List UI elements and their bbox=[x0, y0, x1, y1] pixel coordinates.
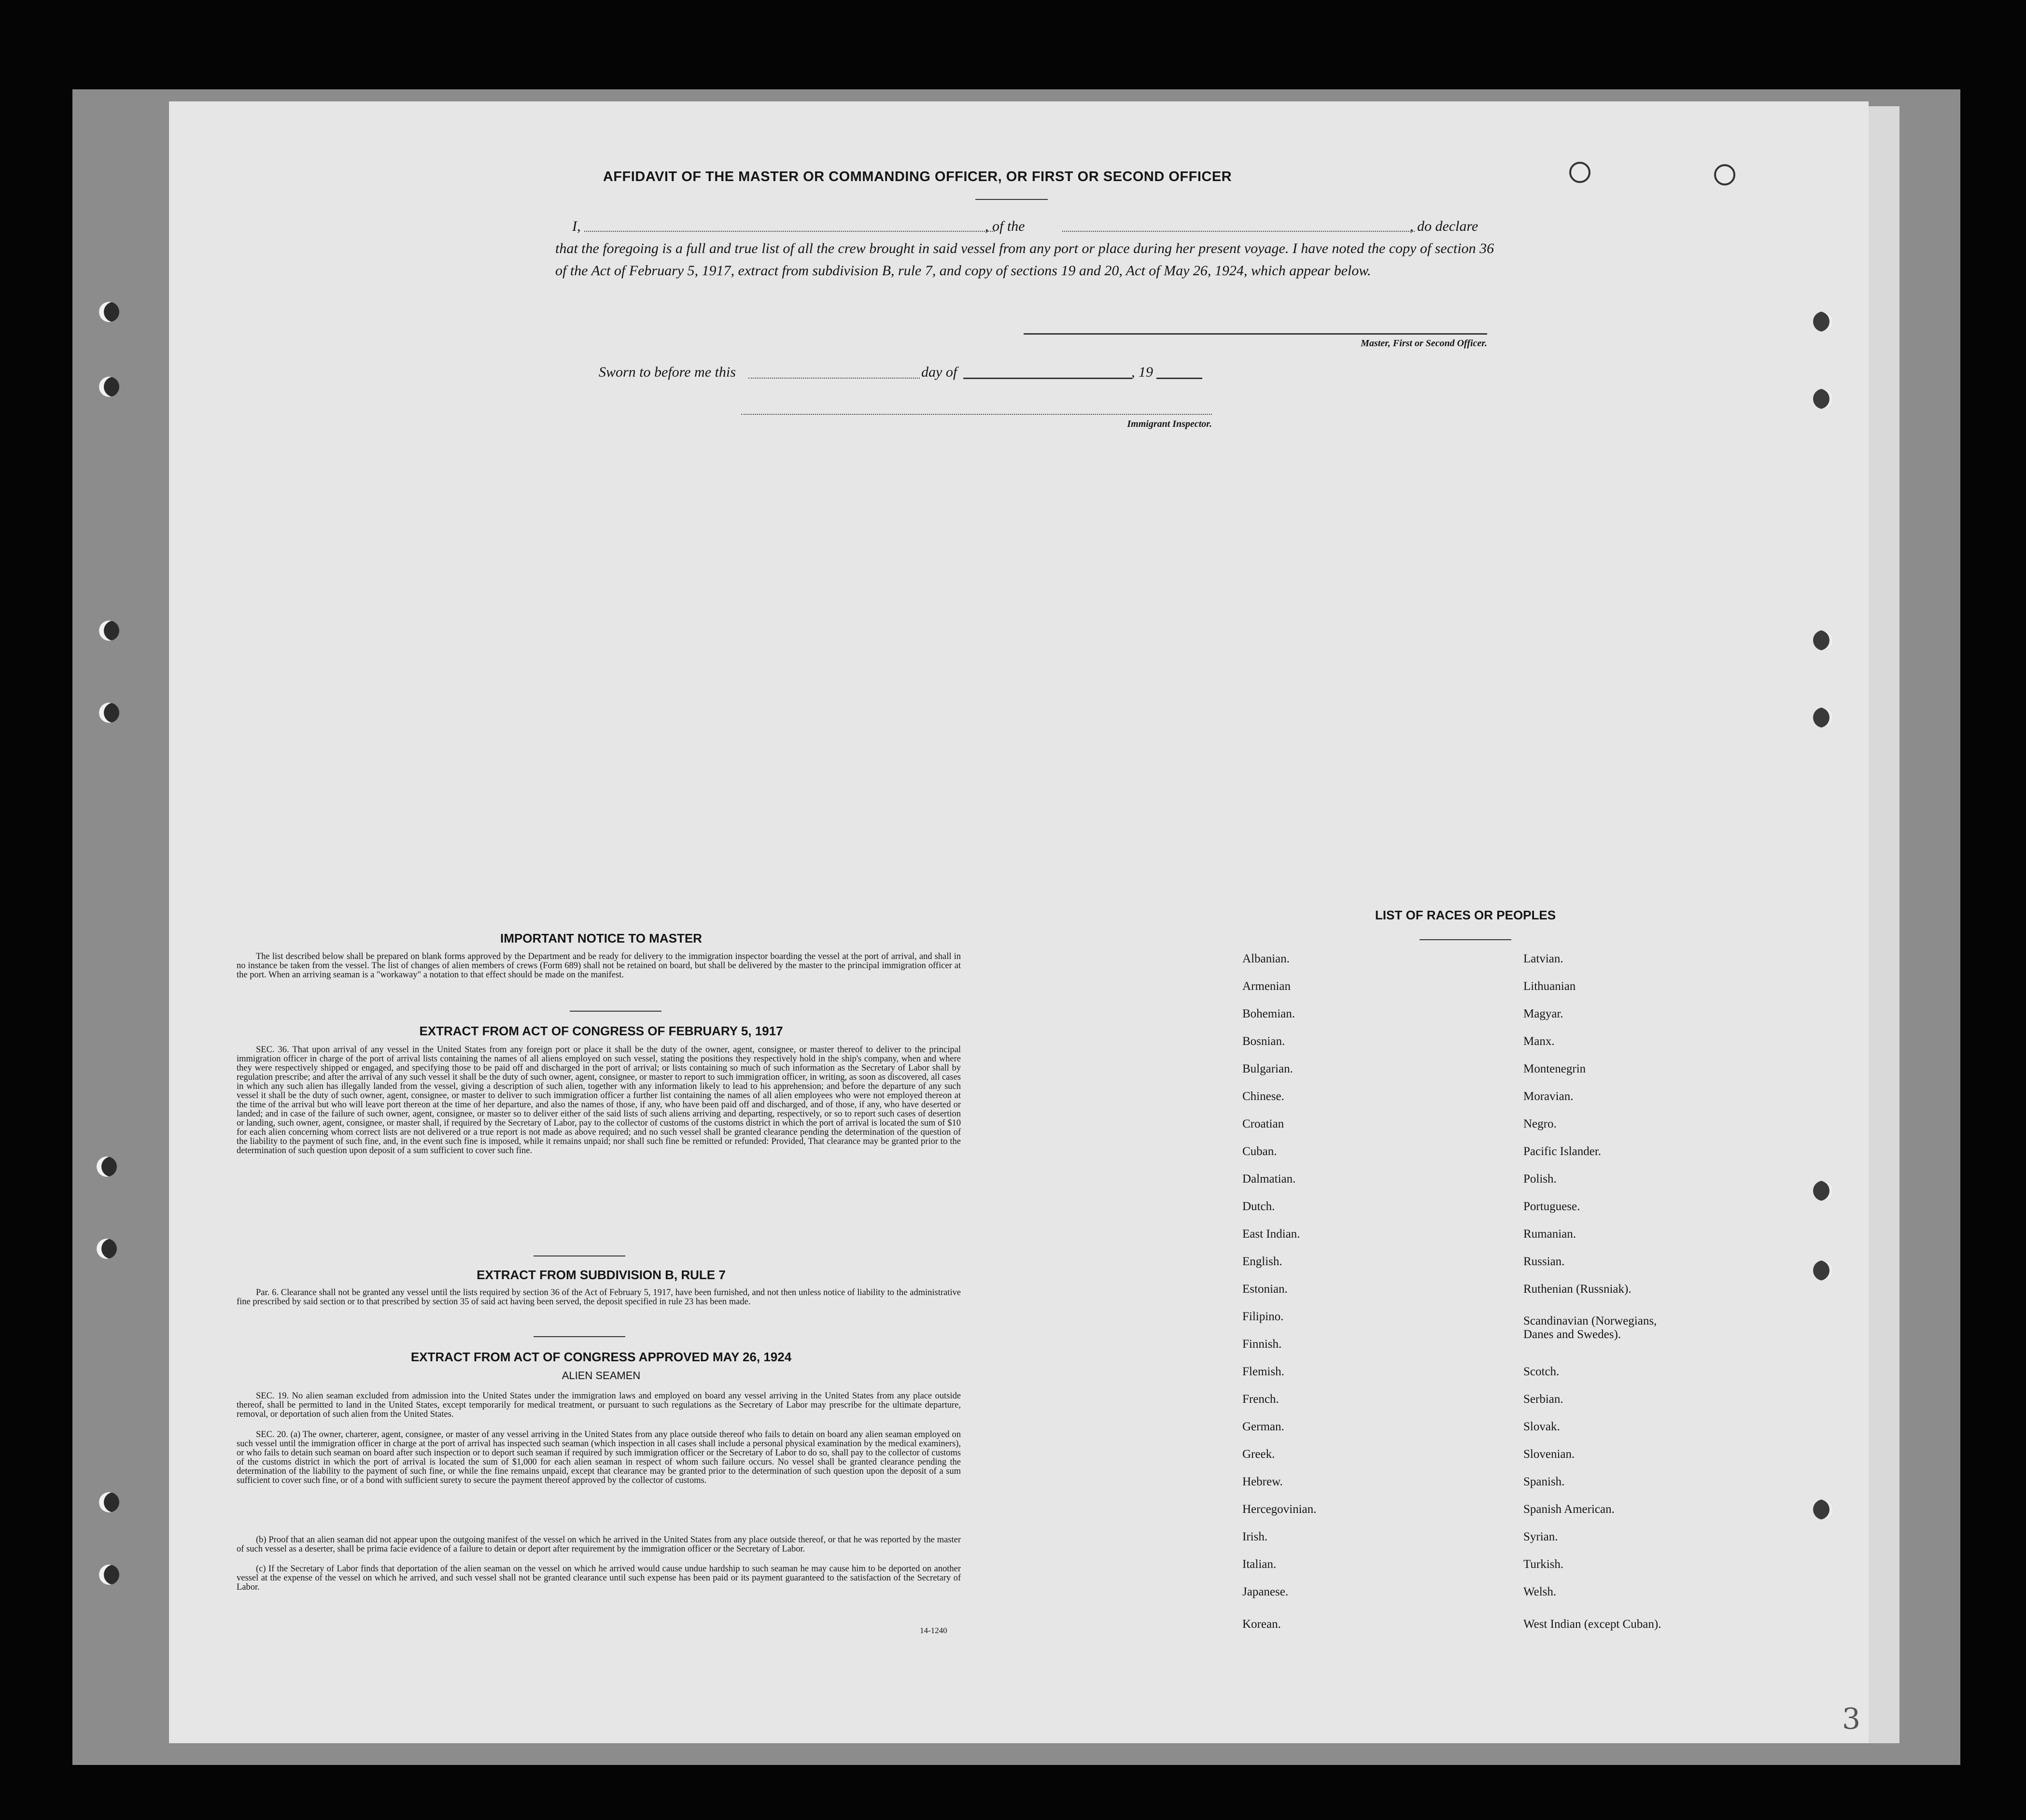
binder-hole-left-3 bbox=[99, 621, 119, 641]
binder-hole-left-6 bbox=[97, 1239, 117, 1259]
affidavit-line-declare: , do declare bbox=[1410, 218, 1478, 234]
sworn-day-blank bbox=[748, 378, 920, 379]
race-left-item: Hercegovinian. bbox=[1242, 1503, 1317, 1516]
race-left-item: German. bbox=[1242, 1420, 1284, 1433]
race-left-item: Estonian. bbox=[1242, 1283, 1288, 1296]
affidavit-line-of-the: , of the bbox=[985, 218, 1025, 234]
race-right-item: Montenegrin bbox=[1523, 1062, 1586, 1075]
race-left-item: Bulgarian. bbox=[1242, 1062, 1293, 1075]
divider-3 bbox=[534, 1336, 625, 1337]
binder-hole-left-8 bbox=[99, 1565, 119, 1585]
binder-hole-right-2 bbox=[1813, 389, 1833, 409]
binder-hole-left-5 bbox=[97, 1157, 117, 1177]
race-right-item: Russian. bbox=[1523, 1255, 1565, 1268]
extract-1924-sec20a: SEC. 20. (a) The owner, charterer, agent, consignee, or master of any vessel arriving in the United States from any place outside thereof who fails to detain on board any alien seaman employed on such vessel until the immigration officer in charge at the port of arrival has inspected such seaman (which inspection in all cases shall include a personal physical examination by the medical examiners), or who fails to detain such seaman on board after such inspection or to deport such seaman if required by such immigration officer or the Secretary of Labor to do so, shall pay to the collector of customs of the customs district in which the port of arrival is located the sum of $1,000 for each alien seaman in respect of whom such failure occurs. No vessel shall be granted clearance pending the determination of the liability to the payment of such fine, or while the fine remains unpaid, except that clearance may be granted prior to the determination of such question upon the deposit of a sum sufficient to cover such fine, or of a bond with sufficient surety to secure the payment thereof approved by the collector of customs. bbox=[237, 1430, 961, 1485]
affidavit-title: AFFIDAVIT OF THE MASTER OR COMMANDING OFFICER, OR FIRST OR SECOND OFFICER bbox=[603, 169, 1232, 184]
binder-hole-left-2 bbox=[99, 377, 119, 397]
race-right-item: Serbian. bbox=[1523, 1393, 1563, 1406]
extract-1924-sec19: SEC. 19. No alien seaman excluded from admission into the United States under the immigration laws and employed on board any vessel arriving in the United States from any place outside thereof, shall be permitted to land in the United States, except temporarily for medical treatment, or pursuant to such regulations as the Secretary of Labor may prescribe for the ultimate departure, removal, or deportation of such alien from the United States. bbox=[237, 1391, 961, 1419]
extract-1917-body: SEC. 36. That upon arrival of any vessel in the United States from any foreign port or place it shall be the duty of the owner, agent, consignee, or master thereof to deliver to the principal immigration officer in charge of the port of arrival lists containing the names of all aliens employed on such vessel, stating the positions they respectively hold in the ship's company, when and where they were respectively shipped or engaged, and specifying those to be paid off and discharged in the port of arrival; or lists containing so much of such information as the Secretary of Labor shall by regulation prescribe; and after the arrival of any such vessel it shall be the duty of such owner, agent, consignee, or master to report to such immigration officer, in writing, as soon as discovered, all cases in which any such alien has illegally landed from the vessel, giving a description of such alien, together with any information likely to lead to his apprehension; and before the departure of any such vessel it shall be the duty of such owner, agent, consignee, or master to deliver to such immigration officer a further list containing the names of all alien employees who were not employed thereon at the time of the arrival but who will leave port thereon at the time of her departure, and also the names of those, if any, who have been paid off and discharged, and of those, if any, who have deserted or landed; and in case of the failure of such owner, agent, consignee, or master so to deliver either of the said lists of such aliens arriving and departing, respectively, or so to report such cases of desertion or landing, such owner, agent, consignee, or master shall, if required by the Secretary of Labor, pay to the collector of customs of the customs district in which the port of arrival is located the sum of $10 for each alien concerning whom correct lists are not delivered or a true report is not made as above required; and no such vessel shall be granted clearance pending the determination of the question of the liability to the payment of such fine, and, in the event such fine is imposed, while it remains unpaid; nor shall such fine be remitted or refunded: Provided, That clearance may be granted prior to the determination of such question upon deposit of a sum sufficient to cover such fine. bbox=[237, 1045, 961, 1156]
race-left-item: Irish. bbox=[1242, 1530, 1268, 1543]
extract-1917-title: EXTRACT FROM ACT OF CONGRESS OF FEBRUARY 5, 1917 bbox=[419, 1024, 783, 1038]
race-right-item: Manx. bbox=[1523, 1035, 1555, 1048]
name-blank bbox=[584, 231, 995, 232]
race-right-item: Polish. bbox=[1523, 1172, 1557, 1185]
race-right-item: Syrian. bbox=[1523, 1530, 1558, 1543]
race-left-item: Albanian. bbox=[1242, 952, 1290, 965]
race-right-item: Scotch. bbox=[1523, 1365, 1560, 1378]
races-title: LIST OF RACES OR PEOPLES bbox=[1375, 908, 1556, 922]
binder-hole-top-2 bbox=[1714, 164, 1735, 185]
race-right-item: Slovak. bbox=[1523, 1420, 1560, 1433]
inspector-label: Immigrant Inspector. bbox=[1127, 419, 1212, 429]
affidavit-body: that the foregoing is a full and true list of all the crew brought in said vessel from any port or place during her present voyage. I have noted the copy of section 36 of the Act of February 5, 1917, extract from subdivision B, rule 7, and copy of sections 19 and 20, Act of May 26, 1924, which appear below. bbox=[555, 240, 1494, 279]
race-right-item: West Indian (except Cuban). bbox=[1523, 1618, 1661, 1631]
sworn-year: , 19 bbox=[1131, 364, 1153, 380]
binder-hole-right-5 bbox=[1813, 1181, 1833, 1201]
binder-hole-right-7 bbox=[1813, 1499, 1833, 1520]
race-left-item: Armenian bbox=[1242, 980, 1291, 993]
race-right-item: Turkish. bbox=[1523, 1558, 1564, 1571]
master-signature-line bbox=[1024, 333, 1487, 335]
notice-title: IMPORTANT NOTICE TO MASTER bbox=[500, 931, 702, 945]
races-title-underline bbox=[1420, 939, 1511, 940]
race-right-item: Latvian. bbox=[1523, 952, 1563, 965]
binder-hole-right-4 bbox=[1813, 707, 1833, 728]
race-right-item: Pacific Islander. bbox=[1523, 1145, 1602, 1158]
extract-1924-sec20c: (c) If the Secretary of Labor finds that deportation of the alien seaman on the vessel on which he arrived would cause undue hardship to such seaman he may cause him to be deported on another vessel at the expense of the vessel on which he arrived, and such vessel shall not be granted clearance until such expense has been paid or its payment guaranteed to the satisfaction of the Secretary of Labor. bbox=[237, 1564, 961, 1592]
race-left-item: Flemish. bbox=[1242, 1365, 1284, 1378]
race-left-item: Croatian bbox=[1242, 1117, 1284, 1130]
sworn-month-blank bbox=[963, 378, 1132, 379]
page-marker: 3 bbox=[1842, 1702, 1861, 1736]
subdivision-b-body: Par. 6. Clearance shall not be granted any vessel until the lists required by section 36 of the Act of February 5, 1917, have been furnished, and not then unless notice of liability to the administrative fine prescribed by said section or to that prescribed by section 35 of said act having been served, the deposit specified in rule 23 has been made. bbox=[237, 1288, 961, 1307]
race-right-item: Moravian. bbox=[1523, 1090, 1574, 1103]
race-left-item: French. bbox=[1242, 1393, 1279, 1406]
extract-1924-sec20b: (b) Proof that an alien seaman did not appear upon the outgoing manifest of the vessel on which he arrived in the United States from any place outside thereof, or that he was reported by the master of such vessel as a deserter, shall be prima facie evidence of a failure to detain or deport after requirement by the immigration officer or the Secretary of Labor. bbox=[237, 1535, 961, 1554]
race-right-item: Welsh. bbox=[1523, 1585, 1557, 1598]
sworn-year-blank bbox=[1156, 378, 1202, 379]
race-left-item: East Indian. bbox=[1242, 1227, 1300, 1241]
extract-1924-subtitle: ALIEN SEAMEN bbox=[562, 1369, 641, 1382]
binder-hole-right-1 bbox=[1813, 311, 1833, 332]
race-left-item: Dalmatian. bbox=[1242, 1172, 1296, 1185]
affidavit-line-i: I, bbox=[572, 218, 581, 234]
race-left-item: Korean. bbox=[1242, 1618, 1281, 1631]
race-left-item: Greek. bbox=[1242, 1448, 1275, 1461]
race-right-item: Rumanian. bbox=[1523, 1227, 1576, 1241]
race-left-item: Dutch. bbox=[1242, 1200, 1275, 1213]
race-left-item: English. bbox=[1242, 1255, 1282, 1268]
race-right-item: Portuguese. bbox=[1523, 1200, 1580, 1213]
race-left-item: Cuban. bbox=[1242, 1145, 1277, 1158]
binder-hole-left-1 bbox=[99, 302, 119, 322]
binder-hole-right-6 bbox=[1813, 1260, 1833, 1281]
extract-1924-title: EXTRACT FROM ACT OF CONGRESS APPROVED MAY 26, 1924 bbox=[410, 1350, 792, 1364]
race-right-item: Negro. bbox=[1523, 1117, 1557, 1130]
form-number: 14-1240 bbox=[920, 1626, 947, 1635]
race-left-item: Finnish. bbox=[1242, 1338, 1282, 1351]
title-underline bbox=[975, 199, 1048, 200]
notice-body: The list described below shall be prepared on blank forms approved by the Department and be ready for delivery to the immigration inspector boarding the vessel at the port of arrival, and shall in no instance be taken from the vessel. The list of changes of alien members of crews (Form 689) shall not be retained on board, but shall be delivered by the master to the principal immigration officer at the port. When an arriving seaman is a "workaway" a notation to that effect should be made on the manifest. bbox=[237, 952, 961, 980]
binder-hole-left-7 bbox=[99, 1492, 119, 1512]
binder-hole-top-1 bbox=[1569, 162, 1590, 183]
race-left-item: Hebrew. bbox=[1242, 1475, 1283, 1488]
race-left-item: Chinese. bbox=[1242, 1090, 1284, 1103]
race-right-item: Lithuanian bbox=[1523, 980, 1576, 993]
divider-1 bbox=[570, 1011, 661, 1012]
subdivision-b-title: EXTRACT FROM SUBDIVISION B, RULE 7 bbox=[477, 1268, 726, 1282]
race-left-item: Filipino. bbox=[1242, 1310, 1284, 1323]
sworn-day-of: day of bbox=[921, 364, 957, 380]
race-right-item: Spanish. bbox=[1523, 1475, 1565, 1488]
race-right-item: Slovenian. bbox=[1523, 1448, 1575, 1461]
race-left-item: Bohemian. bbox=[1242, 1007, 1295, 1020]
sworn-prefix: Sworn to before me this bbox=[599, 364, 736, 380]
inspector-signature-line bbox=[741, 414, 1212, 415]
race-right-item: Scandinavian (Norwegians, Danes and Swedes). bbox=[1523, 1314, 1657, 1341]
vessel-blank bbox=[1062, 231, 1415, 232]
race-left-item: Japanese. bbox=[1242, 1585, 1289, 1598]
race-right-item: Magyar. bbox=[1523, 1007, 1563, 1020]
race-left-item: Bosnian. bbox=[1242, 1035, 1285, 1048]
race-left-item: Italian. bbox=[1242, 1558, 1277, 1571]
binder-hole-left-4 bbox=[99, 703, 119, 723]
race-right-item: Spanish American. bbox=[1523, 1503, 1615, 1516]
master-signature-label: Master, First or Second Officer. bbox=[1361, 338, 1487, 349]
race-right-item: Ruthenian (Russniak). bbox=[1523, 1283, 1632, 1296]
binder-hole-right-3 bbox=[1813, 630, 1833, 650]
